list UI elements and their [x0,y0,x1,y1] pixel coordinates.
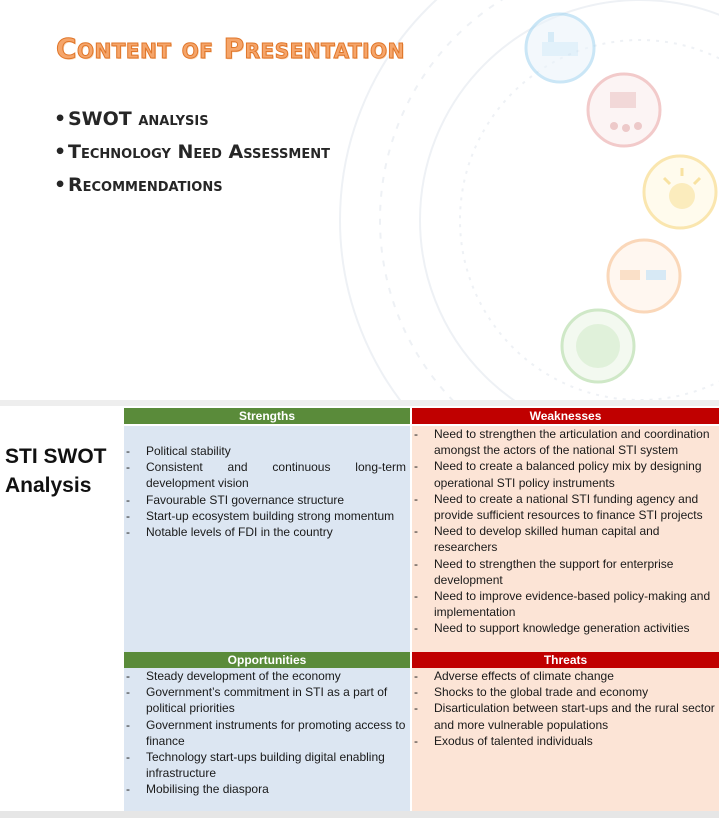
slide-title: Content of Presentation [56,32,405,65]
threat-item: - Shocks to the global trade and economy [412,684,717,700]
opportunity-item: - Mobilising the diaspora [124,781,406,797]
bullet-dot: • [54,108,67,130]
strength-item: - Consistent and continuous long-term development vision [124,459,406,491]
strength-item: - Political stability [124,443,406,459]
slide-swot-analysis [0,406,719,818]
strength-item: - Favourable STI governance structure [124,492,406,508]
bullet-dot: • [54,174,67,196]
bottom-strip [0,811,719,818]
bullet-item [54,106,330,139]
bullet-text: SWOT analysis [68,108,209,130]
bullet-item [54,139,330,172]
bullet-list [54,106,330,205]
weakness-item: - Need to support knowledge generation activities [412,620,717,636]
opportunity-item: - Government’s commitment in STI as a part of political priorities [124,684,406,716]
opportunity-item: - Steady development of the economy [124,668,406,684]
opportunities-header: Opportunities [124,652,410,668]
threat-item: - Disarticulation between start-ups and the rural sector and more vulnerable populations [412,700,717,732]
bullet-text: Technology Need Assessment [68,141,330,163]
green-circle-icon [562,310,634,382]
threats-header: Threats [412,652,719,668]
red-circle-icon [588,74,660,146]
weakness-item: - Need to improve evidence-based policy-making and implementation [412,588,717,620]
slide-content-of-presentation [0,0,719,400]
blue-circle-icon [526,14,594,82]
bullet-item [54,172,330,205]
opportunity-item: - Government instruments for promoting access to finance [124,717,406,749]
weakness-item: - Need to strengthen the articulation and coordination amongst the actors of the national STI system [412,426,717,458]
weakness-item: - Need to develop skilled human capital and researchers [412,523,717,555]
strength-item: - Notable levels of FDI in the country [124,524,406,540]
threat-item: - Exodus of talented individuals [412,733,717,749]
threats-cell [412,668,719,811]
weakness-item: - Need to create a national STI funding agency and provide sufficient resources to finance STI projects [412,491,717,523]
threat-item: - Adverse effects of climate change [412,668,717,684]
bullet-text: Recommendations [68,174,223,196]
orange-circle-icon [608,240,680,312]
weakness-item: - Need to strengthen the support for enterprise development [412,556,717,588]
weaknesses-cell [412,426,719,652]
strength-item: - Start-up ecosystem building strong momentum [124,508,406,524]
weakness-item: - Need to create a balanced policy mix by designing operational STI policy instruments [412,458,717,490]
weaknesses-header: Weaknesses [412,408,719,424]
opportunities-cell [124,668,410,811]
strengths-header: Strengths [124,408,410,424]
slide-title: STI SWOT Analysis [5,445,107,497]
opportunity-item: - Technology start-ups building digital enabling infrastructure [124,749,406,781]
bullet-dot: • [54,141,67,163]
strengths-cell [124,426,410,652]
yellow-circle-icon [644,156,716,228]
